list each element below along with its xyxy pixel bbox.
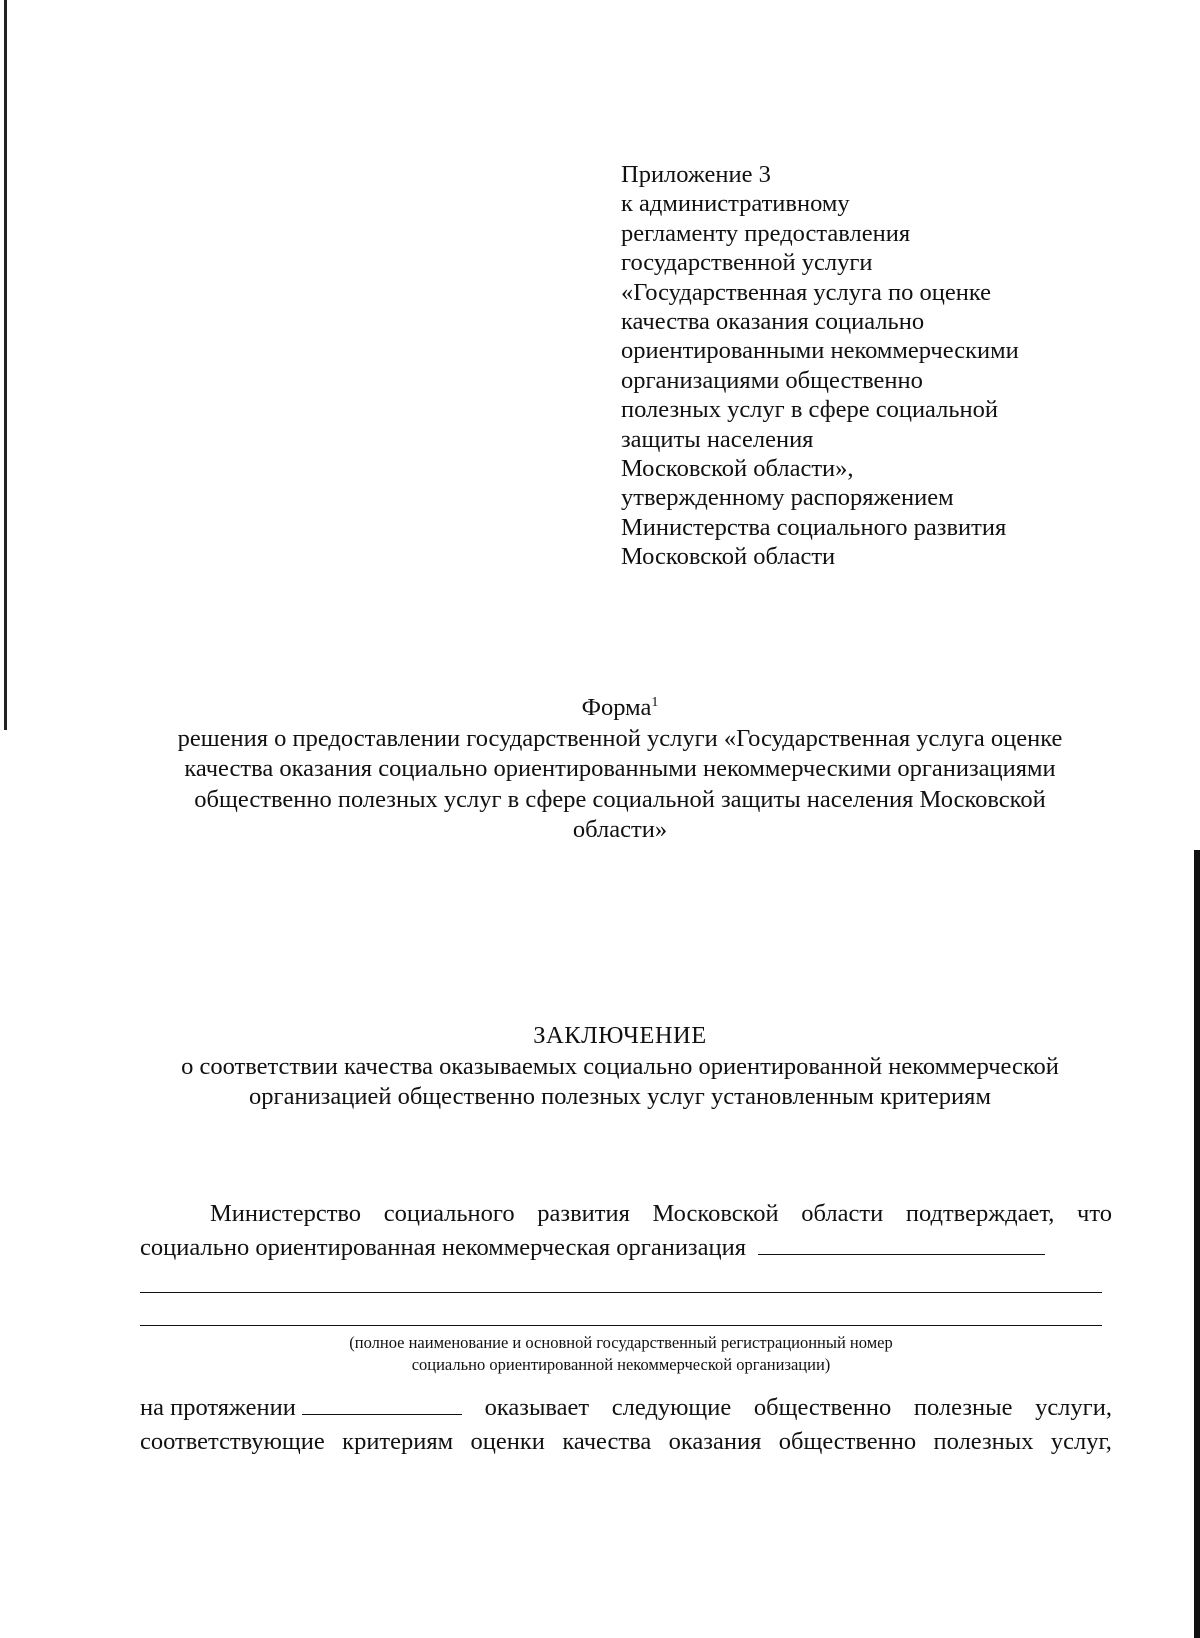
- form-label: Форма: [581, 694, 652, 721]
- word: общественно: [753, 1394, 892, 1421]
- word: социального: [383, 1200, 515, 1227]
- justified-line: [140, 1425, 1112, 1458]
- form-title-line: области»: [572, 816, 668, 843]
- body-paragraph-line: [140, 1425, 1112, 1458]
- word: полезных: [933, 1428, 1034, 1455]
- appendix-line: регламенту предоставления: [621, 219, 911, 247]
- organization-fill-line[interactable]: [758, 1232, 1045, 1255]
- word: полезные: [913, 1394, 1013, 1421]
- appendix-line: качества оказания социально: [621, 308, 925, 336]
- appendix-line: к административному: [621, 190, 850, 218]
- word: области: [801, 1200, 884, 1227]
- conclusion-block: [130, 1021, 1110, 1113]
- conclusion-line: организацией общественно полезных услуг установленным критериям: [249, 1083, 991, 1110]
- fill-caption: [140, 1332, 1102, 1376]
- word: оценки: [470, 1428, 545, 1455]
- period-fill-line[interactable]: [302, 1392, 462, 1415]
- form-title-line: общественно полезных услуг в сфере социальной защиты населения Московской: [194, 785, 1046, 813]
- appendix-line: организациями общественно: [621, 366, 923, 394]
- appendix-line: «Государственная услуга по оценке: [621, 278, 991, 306]
- form-title-block: [130, 693, 1110, 846]
- word: следующие: [611, 1394, 732, 1421]
- word: развития: [537, 1200, 630, 1227]
- appendix-line: Московской области»,: [621, 455, 854, 483]
- word: Министерство: [210, 1200, 362, 1227]
- caption-line: социально ориентированной некоммерческой организации): [411, 1355, 831, 1374]
- footnote-mark: 1: [651, 694, 659, 710]
- appendix-line: Московской области: [621, 543, 836, 571]
- conclusion-line: о соответствии качества оказываемых социально ориентированной некоммерческой: [181, 1052, 1059, 1080]
- form-label-line: [130, 693, 1110, 724]
- word: качества: [562, 1428, 652, 1455]
- word: оказания: [668, 1428, 762, 1455]
- caption-line: (полное наименование и основной государственный регистрационный номер: [349, 1333, 893, 1352]
- form-title-line: качества оказания социально ориентированными некоммерческими организациями: [184, 755, 1056, 782]
- appendix-line: защиты населения: [621, 425, 814, 453]
- appendix-line: ориентированными некоммерческими: [621, 337, 1019, 365]
- word: соответствующие: [140, 1428, 325, 1455]
- word: на протяжении: [140, 1394, 296, 1421]
- conclusion-heading: ЗАКЛЮЧЕНИЕ: [533, 1022, 707, 1049]
- word: услуги,: [1035, 1394, 1112, 1421]
- word: подтверждает,: [905, 1200, 1055, 1227]
- word: критериям: [342, 1428, 454, 1455]
- scan-edge-right: [1194, 850, 1200, 1638]
- appendix-line: полезных услуг в сфере социальной: [621, 396, 999, 424]
- organization-fill-line-2[interactable]: [140, 1292, 1102, 1293]
- word: услуг,: [1050, 1428, 1112, 1455]
- scan-edge-left: [4, 0, 7, 730]
- appendix-line: Приложение 3: [621, 161, 771, 188]
- body-paragraph-line: [140, 1391, 1112, 1424]
- justified-line: [140, 1391, 1112, 1424]
- organization-fill-line-3[interactable]: [140, 1325, 1102, 1326]
- organization-label: социально ориентированная некоммерческая организация: [140, 1234, 746, 1261]
- word: Московской: [652, 1200, 779, 1227]
- appendix-line: Министерства социального развития: [621, 513, 1007, 541]
- appendix-line: государственной услуги: [621, 249, 873, 277]
- body-paragraph-line: [140, 1231, 1112, 1264]
- appendix-header: [621, 160, 1101, 572]
- form-title-line: решения о предоставлении государственной услуги «Государственная услуга оценке: [177, 724, 1063, 752]
- word: оказывает: [484, 1394, 590, 1421]
- appendix-line: утвержденному распоряжением: [621, 484, 954, 512]
- body-paragraph-line: [140, 1197, 1112, 1230]
- word: общественно: [778, 1428, 917, 1455]
- justified-line: [140, 1197, 1112, 1230]
- period-label: [140, 1391, 462, 1424]
- word: что: [1077, 1200, 1112, 1227]
